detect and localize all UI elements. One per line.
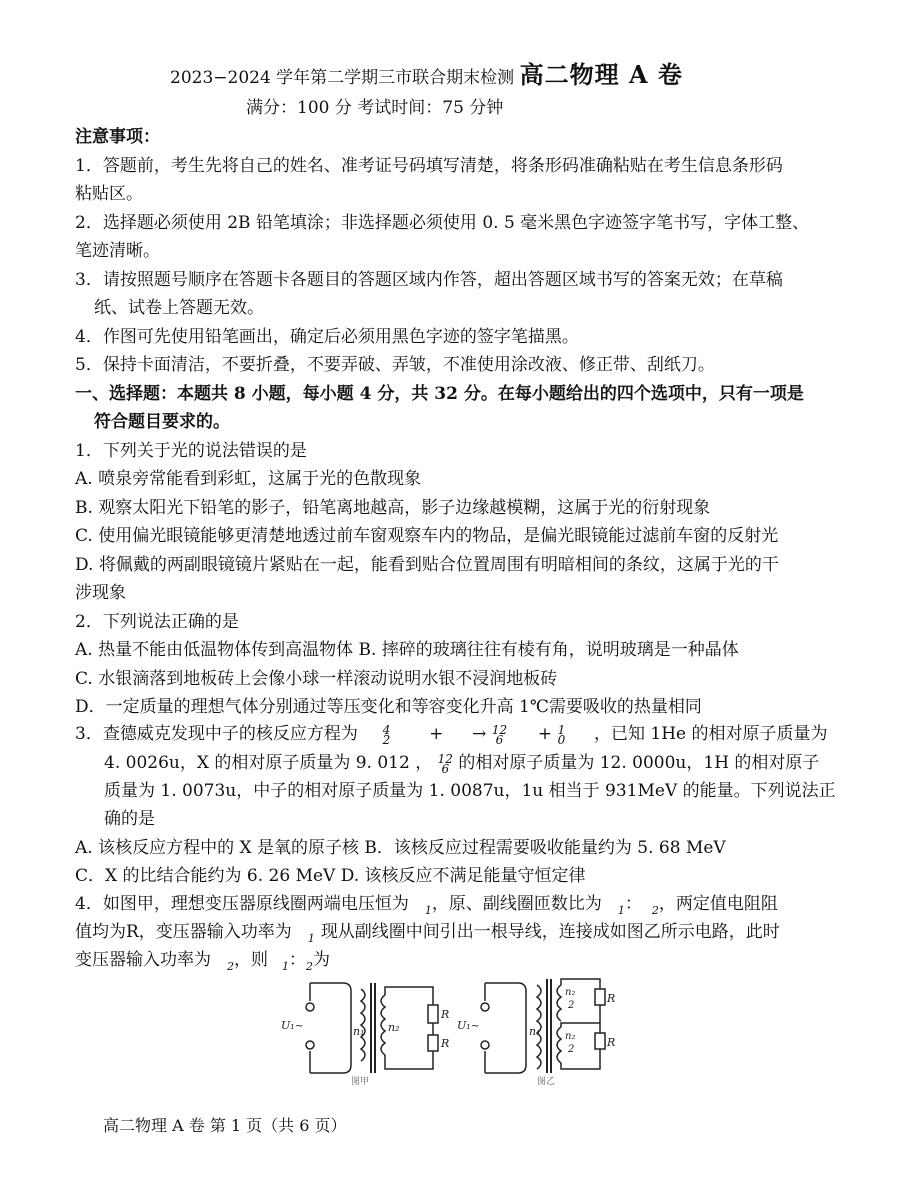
secondary-coil: [381, 995, 385, 1055]
option-d: D．一定质量的理想气体分别通过等压变化和等容变化升高 1℃需要吸收的热量相同: [75, 697, 702, 717]
nuclide-he: 4 2: [382, 722, 391, 747]
resistor-2: [428, 1035, 438, 1051]
n1-label: n₁: [529, 1025, 541, 1038]
u1-label: U₁~: [457, 1019, 480, 1032]
section-heading-cont: 符合题目要求的。: [94, 412, 230, 432]
notice-item: 4．作图可先使用铅笔画出，确定后必须用黑色字迹的签字笔描黑。: [75, 327, 579, 347]
notice-item: 粘贴区。: [75, 184, 143, 204]
notice-item: 5．保持卡面清洁，不要折叠，不要弄破、弄皱，不准使用涂改液、修正带、刮纸刀。: [75, 355, 715, 375]
notice-item: 纸、试卷上答题无效。: [94, 298, 264, 318]
option-b: B. 观察太阳光下铅笔的影子，铅笔离地越高，影子边缘越模糊，这属于光的衍射现象: [75, 498, 711, 518]
r-label: R: [607, 1036, 616, 1049]
notice-item: 1．答题前，考生先将自己的姓名、准考证号码填写清楚，将条形码准确粘贴在考生信息条形码: [75, 156, 783, 176]
caption-right: 图乙: [537, 1077, 556, 1085]
n1-label: n₁: [353, 1025, 365, 1038]
question-stem: 1．下列关于光的说法错误的是: [75, 441, 307, 461]
section-heading: 一、选择题：本题共 8 小题，每小题 4 分，共 32 分。在每小题给出的四个选项中，只有一项是: [75, 384, 804, 404]
circuit-left: [306, 983, 438, 1073]
notice-item: 笔迹清晰。: [75, 241, 160, 261]
question-stem: 3．查德威克发现中子的核反应方程为 4 2 + → 12 6 + 1 0 ，已知 1He 的相对原子质量为: [75, 722, 828, 747]
page-footer: 高二物理 A 卷 第 1 页（共 6 页）: [103, 1116, 347, 1135]
option-ab: A. 该核反应方程中的 X 是氧的原子核 B．该核反应过程需要吸收能量约为 5. 68 MeV: [75, 838, 726, 858]
notice-item: 3．请按照题号顺序在答题卡各题目的答题区域内作答，超出答题区域书写的答案无效；在草稿: [75, 270, 783, 290]
caption-left: 图甲: [351, 1077, 370, 1085]
question-stem: 2．下列说法正确的是: [75, 612, 239, 632]
secondary-coil-lower: [557, 1027, 561, 1063]
option-d: D. 将佩戴的两副眼镜镜片紧贴在一起，能看到贴合位置周围有明暗相间的条纹，这属于光的干: [75, 555, 779, 575]
transformer-circuit-figure: [275, 965, 630, 1085]
primary-wire: [310, 983, 351, 1073]
r-label: R: [441, 1037, 450, 1050]
resistor-1: [595, 989, 605, 1005]
notice-heading: 注意事项：: [75, 127, 160, 147]
question-text: 变压器输入功率为 $_2$，则 $_1$：$_2$为: [75, 950, 330, 973]
u1-label: U₁~: [281, 1019, 304, 1032]
option-c: C. 使用偏光眼镜能够更清楚地透过前车窗观察车内的物品，是偏光眼镜能过滤前车窗的反射光: [75, 526, 779, 546]
r-label: R: [441, 1008, 450, 1021]
exam-title: [170, 60, 683, 89]
n2-half-den: 2: [568, 1000, 575, 1011]
nuclide-n: 1 0: [557, 722, 566, 747]
secondary-coil-upper: [557, 985, 561, 1021]
exam-subtitle: 满分：100 分 考试时间：75 分钟: [246, 98, 504, 118]
nuclide-c: 12 6: [491, 722, 508, 747]
circuit-right: [481, 979, 605, 1073]
title-prefix: 2023−2024 学年第二学期三市联合期末检测: [170, 68, 515, 88]
nuclide-c: 12 6: [437, 751, 453, 776]
resistor-1: [428, 1005, 438, 1023]
notice-item: 2．选择题必须使用 2B 铅笔填涂；非选择题必须使用 0. 5 毫米黑色字迹签字笔书写，字体工整、: [75, 213, 810, 233]
option-d-cont: 涉现象: [75, 583, 126, 603]
n2-half-label: n₂: [565, 1031, 576, 1042]
option-c: C. 水银滴落到地板砖上会像小球一样滚动说明水银不浸润地板砖: [75, 669, 558, 689]
option-cd: C．X 的比结合能约为 6. 26 MeV D. 该核反应不满足能量守恒定律: [75, 866, 586, 886]
title-main: 高二物理 A 卷: [519, 60, 683, 89]
n2-half-label: n₂: [565, 987, 576, 998]
option-ab: A. 热量不能由低温物体传到高温物体 B. 摔碎的玻璃往往有棱有角，说明玻璃是一种晶体: [75, 640, 739, 660]
resistor-2: [595, 1033, 605, 1049]
r-label: R: [607, 992, 616, 1005]
question-text: 质量为 1. 0073u，中子的相对原子质量为 1. 0087u，1u 相当于 931MeV 的能量。下列说法正: [104, 781, 836, 801]
option-a: A. 喷泉旁常能看到彩虹，这属于光的色散现象: [75, 469, 422, 489]
question-text: 确的是: [104, 809, 155, 829]
n2-half-den: 2: [568, 1044, 575, 1055]
n2-label: n₂: [388, 1021, 400, 1034]
question-text: 值均为R，变压器输入功率为 $_1$ 现从副线圈中间引出一根导线，连接成如图乙所示电路，此时: [75, 922, 780, 945]
question-text: 4. 0026u，X 的相对原子质量为 9. 012 ， 12 6 的相对原子质量为 12. 0000u，1H 的相对原子: [104, 751, 820, 776]
question-stem: 4．如图甲，理想变压器原线圈两端电压恒为 $_1$，原、副线圈匝数比为 $_1$： $_2$，两定值电阻阻: [75, 894, 778, 917]
